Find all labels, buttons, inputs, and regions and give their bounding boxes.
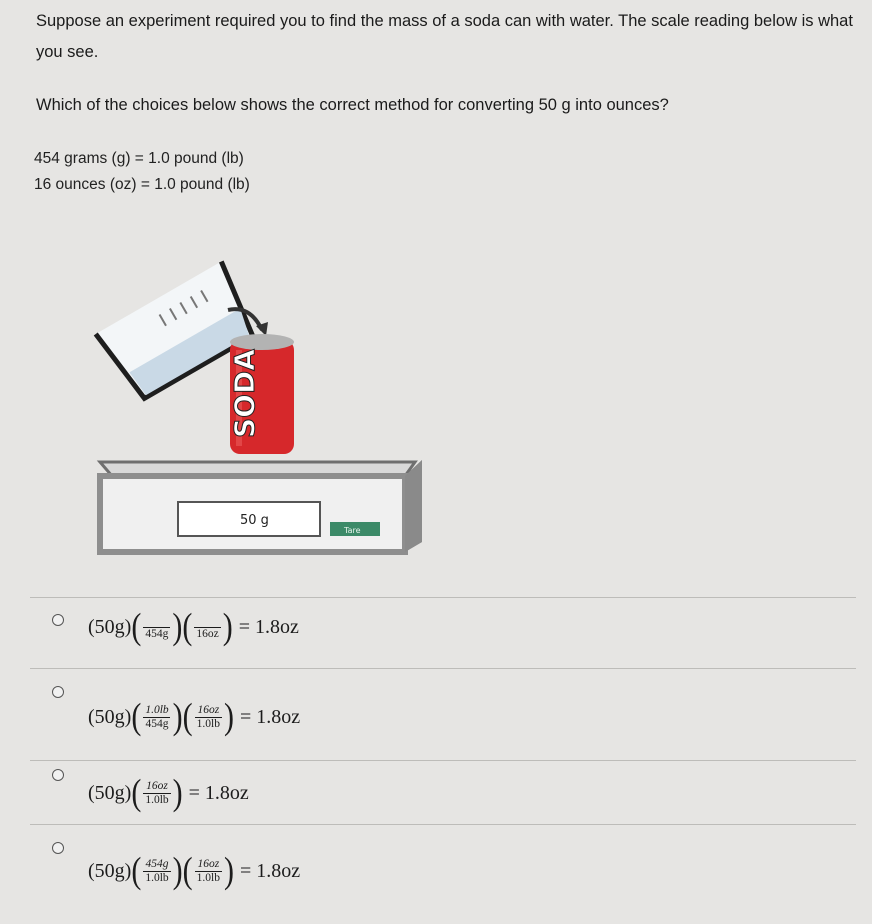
option-fraction: 454g	[145, 627, 169, 640]
conversion-factor-ounces: 16 ounces (oz) = 1.0 pound (lb)	[34, 176, 250, 193]
divider	[30, 597, 856, 598]
option-4[interactable]: (50g) ( $\frac{454g}{1.0lb}$ ) ( $\frac{16oz}{1.0lb}$ ) = 1.8oz	[88, 849, 301, 891]
scale-image	[100, 460, 422, 552]
divider	[30, 668, 856, 669]
scale-illustration	[60, 230, 440, 560]
question-line-2: Which of the choices below shows the correct method for converting 50 g into ounces?	[36, 96, 669, 114]
option-result: = 1.8oz	[239, 705, 301, 728]
scale-reading: 50 g	[240, 513, 269, 528]
option-lead: (50g)	[88, 781, 132, 804]
option-1[interactable]: (50g) ( 454g ) ( 16oz ) = 1.8oz	[88, 605, 299, 647]
option-2-radio[interactable]	[52, 686, 64, 698]
option-fraction: $\frac{16oz}{1.0lb}$	[145, 779, 169, 806]
option-2[interactable]: (50g) ( $\frac{1.0lb}{454g}$ ) ( $\frac{16oz}{1.0lb}$ ) = 1.8oz	[88, 695, 301, 737]
option-result: = 1.8oz	[188, 781, 249, 804]
option-fraction: $\frac{454g}{1.0lb}$	[145, 857, 169, 884]
option-lead: (50g)	[88, 615, 132, 638]
option-result: = 1.8oz	[239, 859, 301, 882]
question-text	[36, 6, 866, 68]
option-lead: (50g)	[88, 859, 132, 882]
option-1-radio[interactable]	[52, 614, 64, 626]
divider	[30, 760, 856, 761]
tare-label: Tare	[344, 526, 361, 535]
soda-can-image	[228, 334, 294, 454]
option-result: = 1.8oz	[238, 615, 299, 638]
divider	[30, 824, 856, 825]
option-4-radio[interactable]	[52, 842, 64, 854]
option-3-radio[interactable]	[52, 769, 64, 781]
question-prompt	[36, 90, 669, 121]
option-fraction: $\frac{16oz}{1.0lb}$	[196, 857, 220, 884]
option-fraction: $\frac{16oz}{1.0lb}$	[196, 703, 220, 730]
option-lead: (50g)	[88, 705, 132, 728]
option-3[interactable]: (50g) ( $\frac{16oz}{1.0lb}$ ) = 1.8oz	[88, 771, 249, 813]
soda-can-label: SODA	[228, 349, 261, 438]
question-line-1: Suppose an experiment required you to find the mass of a soda can with water. The scale reading below is what you see.	[36, 12, 853, 61]
option-fraction: 16oz	[196, 627, 219, 640]
option-fraction: $\frac{1.0lb}{454g}$	[145, 703, 169, 730]
conversion-factor-grams: 454 grams (g) = 1.0 pound (lb)	[34, 150, 244, 167]
